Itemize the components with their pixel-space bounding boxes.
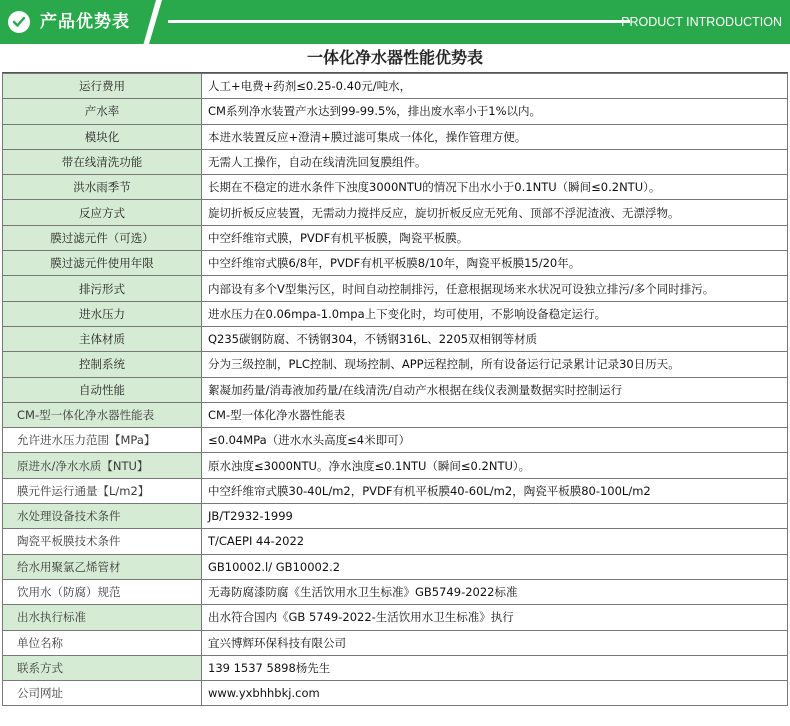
- row-value: JB/T2932-1999: [202, 504, 788, 529]
- row-value: ≤0.04MPa（进水水头高度≤4米即可）: [202, 428, 788, 453]
- row-value: 絮凝加药量/消毒液加药量/在线清洗/自动产水根据在线仪表测量数据实时控制运行: [202, 377, 788, 402]
- row-value: 中空纤维帘式膜，PVDF有机平板膜，陶瓷平板膜。: [202, 225, 788, 250]
- table-row: [3, 478, 788, 503]
- row-label: CM-型一体化净水器性能表: [3, 402, 202, 427]
- row-value: Q235碳钢防腐、不锈钢304，不锈钢316L、2205双相钢等材质: [202, 326, 788, 351]
- row-label: 联系方式: [3, 655, 202, 680]
- row-label: 饮用水（防腐）规范: [3, 579, 202, 604]
- table-row: [3, 301, 788, 326]
- table-row: [3, 504, 788, 529]
- table-row: [3, 605, 788, 630]
- banner-title: 产品优势表: [40, 12, 130, 32]
- row-value: 内部设有多个V型集污区，时间自动控制排污，任意根据现场来水状况可设独立排污/多个同时排污。: [202, 276, 788, 301]
- table-row: [3, 428, 788, 453]
- row-value: 中空纤维帘式膜6/8年，PVDF有机平板膜8/10年，陶瓷平板膜15/20年。: [202, 251, 788, 276]
- table-row: [3, 579, 788, 604]
- table-row: [3, 402, 788, 427]
- row-label: 主体材质: [3, 326, 202, 351]
- row-label: 进水压力: [3, 301, 202, 326]
- section-banner: [0, 0, 790, 44]
- row-value: 139 1537 5898杨先生: [202, 655, 788, 680]
- row-label: 产水率: [3, 99, 202, 124]
- row-value: 人工+电费+药剂≤0.25-0.40元/吨水，: [202, 74, 788, 99]
- row-value: 本进水装置反应+澄清+膜过滤可集成一体化，操作管理方便。: [202, 124, 788, 149]
- table-row: [3, 554, 788, 579]
- row-value: CM系列净水装置产水达到99-99.5%，排出废水率小于1%以内。: [202, 99, 788, 124]
- row-label: 运行费用: [3, 74, 202, 99]
- row-value: 旋切折板反应装置，无需动力搅拌反应，旋切折板反应无死角、顶部不浮泥渣液、无漂浮物。: [202, 200, 788, 225]
- banner-subtitle: PRODUCT INTRODUCTION: [621, 15, 782, 29]
- row-value: 长期在不稳定的进水条件下浊度3000NTU的情况下出水小于0.1NTU（瞬间≤0.2NTU）。: [202, 175, 788, 200]
- table-row: [3, 352, 788, 377]
- table-row: [3, 124, 788, 149]
- row-label: 洪水雨季节: [3, 175, 202, 200]
- check-circle-icon: [8, 11, 30, 33]
- table-row: [3, 630, 788, 655]
- table-row: [3, 200, 788, 225]
- table-row: [3, 251, 788, 276]
- row-value: GB10002.l/ GB10002.2: [202, 554, 788, 579]
- table-row: [3, 74, 788, 99]
- table-row: [3, 655, 788, 680]
- table-row: [3, 326, 788, 351]
- table-row: [3, 225, 788, 250]
- row-value: 原水浊度≤3000NTU。净水浊度≤0.1NTU（瞬间≤0.2NTU）。: [202, 453, 788, 478]
- row-value: 中空纤维帘式膜30-40L/m2，PVDF有机平板膜40-60L/m2，陶瓷平板膜80-100L/m2: [202, 478, 788, 503]
- row-value: 进水压力在0.06mpa-1.0mpa上下变化时，均可使用，不影响设备稳定运行。: [202, 301, 788, 326]
- row-label: 反应方式: [3, 200, 202, 225]
- table-title: 一体化净水器性能优势表: [2, 44, 788, 73]
- table-row: [3, 276, 788, 301]
- row-label: 陶瓷平板膜技术条件: [3, 529, 202, 554]
- table-row: [3, 529, 788, 554]
- row-value: CM-型一体化净水器性能表: [202, 402, 788, 427]
- row-label: 公司网址: [3, 681, 202, 706]
- row-value: 宜兴博辉环保科技有限公司: [202, 630, 788, 655]
- table-row: [3, 175, 788, 200]
- row-value: 分为三级控制，PLC控制、现场控制、APP远程控制，所有设备运行记录累计记录30日历天。: [202, 352, 788, 377]
- row-label: 自动性能: [3, 377, 202, 402]
- row-label: 带在线清洗功能: [3, 149, 202, 174]
- banner-divider-line: [168, 20, 630, 23]
- table-row: [3, 377, 788, 402]
- row-value: 无毒防腐漆防腐《生活饮用水卫生标准》GB5749-2022标准: [202, 579, 788, 604]
- table-row: [3, 681, 788, 706]
- row-label: 模块化: [3, 124, 202, 149]
- row-label: 出水执行标准: [3, 605, 202, 630]
- row-label: 单位名称: [3, 630, 202, 655]
- row-label: 控制系统: [3, 352, 202, 377]
- row-value: 无需人工操作，自动在线清洗回复膜组件。: [202, 149, 788, 174]
- row-label: 排污形式: [3, 276, 202, 301]
- row-label: 允许进水压力范围【MPa】: [3, 428, 202, 453]
- table-row: [3, 149, 788, 174]
- row-label: 膜过滤元件使用年限: [3, 251, 202, 276]
- row-value: T/CAEPI 44-2022: [202, 529, 788, 554]
- table-row: [3, 99, 788, 124]
- row-label: 膜元件运行通量【L/m2】: [3, 478, 202, 503]
- table-row: [3, 453, 788, 478]
- row-value: 出水符合国内《GB 5749-2022-生活饮用水卫生标准》执行: [202, 605, 788, 630]
- performance-table: [2, 73, 788, 706]
- row-value: www.yxbhhbkj.com: [202, 681, 788, 706]
- row-label: 膜过滤元件（可选）: [3, 225, 202, 250]
- row-label: 水处理设备技术条件: [3, 504, 202, 529]
- row-label: 原进水/净水水质【NTU】: [3, 453, 202, 478]
- row-label: 给水用聚氯乙烯管材: [3, 554, 202, 579]
